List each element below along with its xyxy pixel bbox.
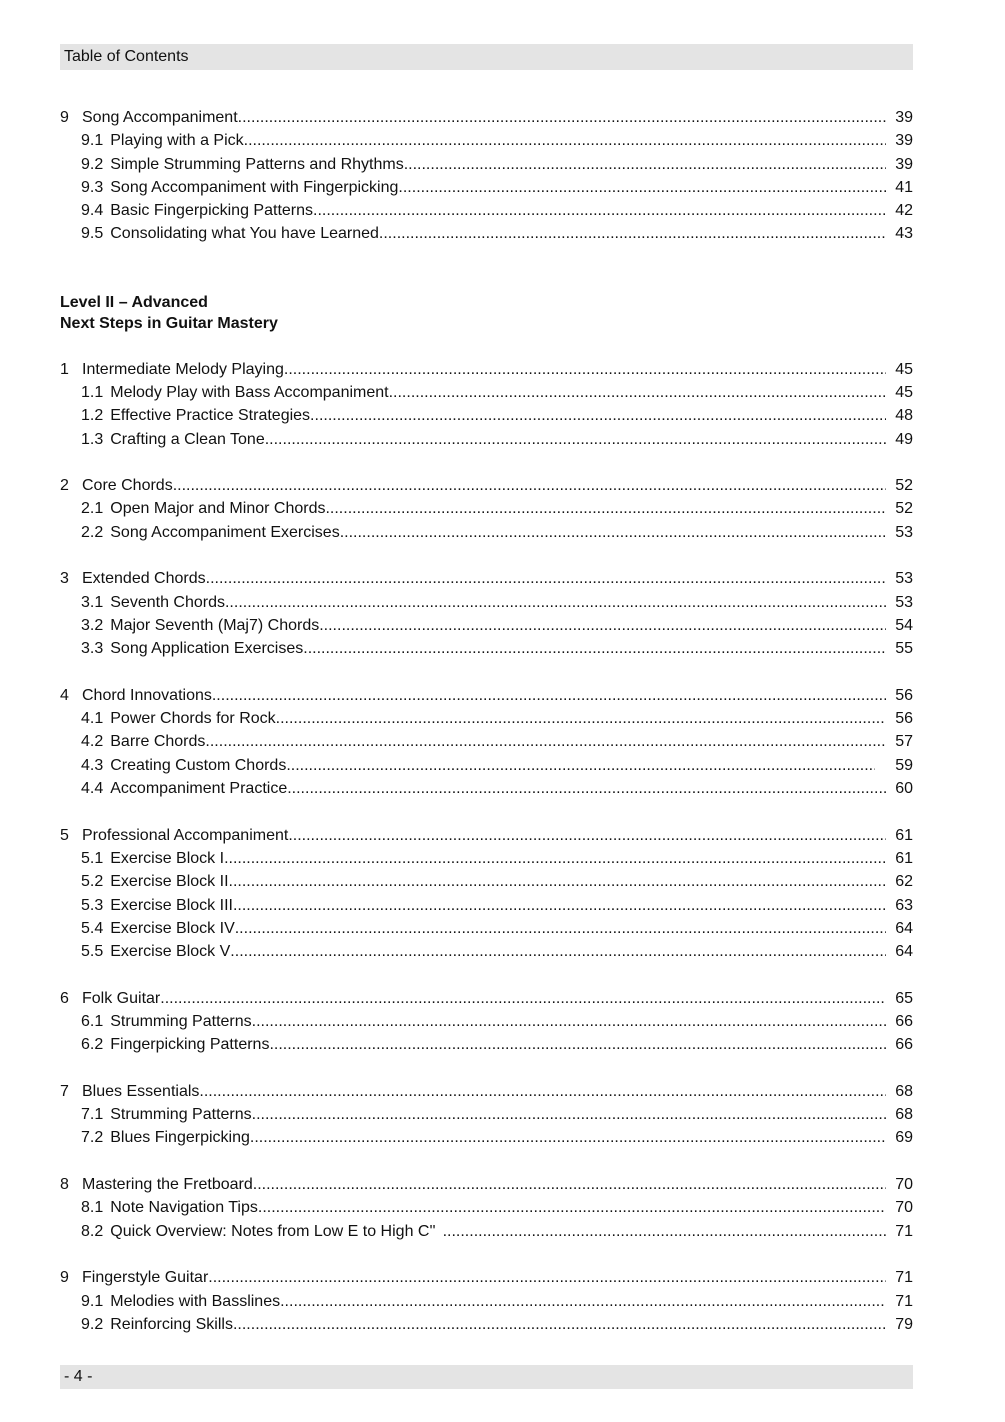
toc-entry-number: 5.2 [81, 873, 104, 891]
toc-entry-page: 57 [895, 733, 913, 751]
toc-entry [60, 940, 913, 963]
toc-entry-title: Intermediate Melody Playing [82, 360, 284, 378]
toc-entry-number: 4.4 [81, 780, 104, 798]
toc-entry-page: 43 [895, 225, 913, 243]
toc-entry [60, 1173, 913, 1196]
toc-group [60, 567, 913, 660]
toc-group [60, 1080, 913, 1150]
toc-entry-number: 4.2 [81, 733, 104, 751]
dot-leader [325, 497, 886, 520]
toc-entry-page: 55 [895, 640, 913, 658]
toc-group [60, 824, 913, 964]
toc-header-bar [60, 44, 913, 70]
toc-entry-page: 39 [895, 155, 913, 173]
dot-leader [443, 1220, 886, 1243]
dot-leader [229, 870, 886, 893]
toc-entry-number: 4.1 [81, 710, 104, 728]
toc-entry-number: 9 [60, 109, 69, 126]
toc-entry-number: 3 [60, 570, 69, 588]
section-heading-line: Next Steps in Guitar Mastery [60, 315, 278, 333]
toc-entry-page: 68 [895, 1106, 913, 1124]
toc-entry-title: Exercise Block III [110, 896, 233, 914]
toc-entry-title: Professional Accompaniment [82, 826, 289, 844]
toc-entry-number: 8.2 [81, 1222, 104, 1240]
toc-entry-number: 4.3 [81, 756, 104, 774]
toc-entry-page: 59 [895, 756, 913, 774]
dot-leader [199, 1080, 886, 1103]
toc-entry-page: 52 [895, 500, 913, 518]
toc-entry-number: 3.1 [81, 593, 104, 611]
toc-entry [60, 199, 913, 222]
toc-entry-number: 9.5 [81, 225, 104, 243]
toc-entry-number: 1.3 [81, 430, 104, 448]
toc-entry-title: Simple Strumming Patterns and Rhythms [110, 155, 404, 173]
toc-entry-page: 48 [895, 407, 913, 425]
dot-leader [398, 176, 886, 199]
toc-entry-number: 8.1 [81, 1199, 104, 1217]
toc-entry-page: 66 [895, 1012, 913, 1030]
toc-entry-title: Seventh Chords [110, 593, 225, 611]
toc-entry [60, 591, 913, 614]
toc-entry-page: 62 [895, 873, 913, 891]
toc-entry-number: 2.2 [81, 523, 104, 541]
toc-entry-title: Effective Practice Strategies [110, 407, 311, 425]
toc-entry-number: 8 [60, 1176, 69, 1194]
toc-entry-page: 56 [895, 710, 913, 728]
toc-entry-title: Chord Innovations [82, 686, 212, 704]
toc-entry-title: Song Accompaniment with Fingerpicking [110, 178, 399, 196]
toc-entry-page: 53 [895, 570, 913, 588]
toc-entry-title: Strumming Patterns [110, 1106, 252, 1124]
toc-entry [60, 222, 913, 245]
toc-entry-title: Exercise Block V [110, 943, 231, 961]
section-heading-line: Level II – Advanced [60, 294, 208, 312]
toc-entry [60, 870, 913, 893]
dot-leader [212, 684, 886, 707]
toc-entry-number: 5.3 [81, 896, 104, 914]
dot-leader [288, 824, 886, 847]
toc-entry-title: Major Seventh (Maj7) Chords [110, 616, 320, 634]
toc-entry-title: Fingerstyle Guitar [82, 1269, 209, 1287]
toc-entry-number: 3.3 [81, 640, 104, 658]
toc-entry-page: 71 [895, 1269, 913, 1287]
toc-entry-title: Exercise Block II [110, 873, 229, 891]
toc-entry [60, 1290, 913, 1313]
toc-entry-number: 9.4 [81, 202, 104, 220]
toc-entry-number: 9 [60, 1269, 69, 1287]
toc-group [60, 106, 913, 246]
toc-entry-title: Crafting a Clean Tone [110, 430, 265, 448]
toc-entry-title: Exercise Block I [110, 849, 225, 867]
toc-entry-page: 71 [895, 1292, 913, 1310]
toc-entry-number: 2 [60, 477, 69, 495]
toc-entry-page: 79 [895, 1315, 913, 1333]
toc-entry-page: 71 [895, 1222, 913, 1240]
toc-entry-number: 9.1 [81, 1292, 104, 1310]
toc-entry-number: 1.1 [81, 383, 104, 401]
dot-leader [258, 1196, 886, 1219]
toc-entry-title: Core Chords [82, 477, 173, 495]
toc-entry-title: Exercise Block IV [110, 919, 235, 937]
toc-entry-title: Mastering the Fretboard [82, 1176, 253, 1194]
toc-entry [60, 824, 913, 847]
toc-entry-page: 64 [895, 919, 913, 937]
toc-entry-title: Blues Essentials [82, 1082, 200, 1100]
section-heading [60, 292, 913, 334]
dot-leader [389, 381, 886, 404]
toc-group [60, 1266, 913, 1336]
dot-leader [303, 637, 886, 660]
toc-entry-page: 66 [895, 1036, 913, 1054]
toc-entry-page: 61 [895, 849, 913, 867]
toc-entry-page: 39 [895, 109, 913, 126]
toc-entry-number: 5.5 [81, 943, 104, 961]
toc-entry-page: 45 [895, 360, 913, 378]
toc-entry-title: Playing with a Pick [110, 132, 244, 150]
dot-leader [244, 129, 886, 152]
toc-entry-page: 68 [895, 1082, 913, 1100]
toc-list [60, 106, 913, 1336]
dot-leader [233, 1313, 886, 1336]
toc-entry [60, 684, 913, 707]
toc-entry [60, 1266, 913, 1289]
toc-entry [60, 1103, 913, 1126]
toc-entry-title: Song Application Exercises [110, 640, 304, 658]
toc-entry-number: 3.2 [81, 616, 104, 634]
dot-leader [265, 428, 886, 451]
toc-entry-title: Reinforcing Skills [110, 1315, 233, 1333]
toc-entry [60, 894, 913, 917]
toc-group [60, 987, 913, 1057]
toc-entry-title: Creating Custom Chords [110, 756, 287, 774]
toc-entry-title: Open Major and Minor Chords [110, 500, 326, 518]
toc-entry [60, 707, 913, 730]
page-number-label: - 4 - [64, 1368, 93, 1385]
toc-entry [60, 1033, 913, 1056]
toc-entry-page: 63 [895, 896, 913, 914]
toc-entry [60, 777, 913, 800]
toc-entry-page: 53 [895, 593, 913, 611]
toc-entry [60, 358, 913, 381]
toc-entry [60, 521, 913, 544]
dot-leader [230, 940, 886, 963]
toc-entry-title: Song Accompaniment Exercises [110, 523, 340, 541]
toc-entry-page: 45 [895, 383, 913, 401]
dot-leader [224, 847, 886, 870]
toc-entry-title: Folk Guitar [82, 989, 161, 1007]
toc-entry [60, 730, 913, 753]
toc-entry [60, 567, 913, 590]
toc-title: Table of Contents [64, 48, 189, 65]
toc-entry-number: 5 [60, 826, 69, 844]
toc-entry-number: 5.4 [81, 919, 104, 937]
toc-entry [60, 474, 913, 497]
page-footer-bar [60, 1365, 913, 1389]
dot-leader [173, 474, 886, 497]
toc-entry-title: Power Chords for Rock [110, 710, 276, 728]
toc-entry-number: 9.2 [81, 1315, 104, 1333]
toc-entry-title: Extended Chords [82, 570, 206, 588]
dot-leader [253, 1173, 886, 1196]
dot-leader [276, 707, 886, 730]
toc-entry-page: 42 [895, 202, 913, 220]
dot-leader [269, 1033, 886, 1056]
toc-entry [60, 381, 913, 404]
toc-entry-page: 65 [895, 989, 913, 1007]
toc-entry-title: Accompaniment Practice [110, 780, 288, 798]
toc-entry-title: Melody Play with Bass Accompaniment [110, 383, 389, 401]
dot-leader [287, 777, 886, 800]
toc-entry-number: 7.2 [81, 1129, 104, 1147]
toc-entry-title: Quick Overview: Notes from Low E to High C'' [110, 1222, 436, 1240]
toc-entry [60, 428, 913, 451]
toc-entry-number: 6.2 [81, 1036, 104, 1054]
toc-entry [60, 1220, 913, 1243]
toc-entry-title: Strumming Patterns [110, 1012, 252, 1030]
toc-entry-page: 54 [895, 616, 913, 634]
toc-entry-number: 2.1 [81, 500, 104, 518]
dot-leader [252, 1103, 886, 1126]
toc-entry-page: 52 [895, 477, 913, 495]
toc-group [60, 358, 913, 451]
toc-entry-title: Consolidating what You have Learned [110, 225, 379, 243]
toc-entry [60, 637, 913, 660]
toc-entry-number: 6.1 [81, 1012, 104, 1030]
toc-entry [60, 404, 913, 427]
toc-entry [60, 614, 913, 637]
toc-entry-number: 4 [60, 686, 69, 704]
toc-entry-page: 56 [895, 686, 913, 704]
dot-leader [225, 591, 886, 614]
toc-entry-title: Note Navigation Tips [110, 1199, 258, 1217]
toc-entry-number: 7 [60, 1082, 69, 1100]
toc-group [60, 1173, 913, 1243]
toc-entry [60, 1080, 913, 1103]
dot-leader [233, 894, 886, 917]
toc-entry-number: 1.2 [81, 407, 104, 425]
toc-entry-number: 9.3 [81, 178, 104, 196]
dot-leader [252, 1010, 886, 1033]
toc-entry [60, 1126, 913, 1149]
toc-entry [60, 847, 913, 870]
toc-entry-number: 1 [60, 360, 69, 378]
dot-leader [404, 153, 886, 176]
toc-entry-page: 61 [895, 826, 913, 844]
toc-entry-number: 7.1 [81, 1106, 104, 1124]
toc-entry [60, 176, 913, 199]
toc-entry-title: Song Accompaniment [82, 109, 238, 126]
dot-leader [206, 567, 886, 590]
dot-leader [235, 917, 886, 940]
toc-entry [60, 1010, 913, 1033]
dot-leader [286, 754, 875, 777]
dot-leader [310, 404, 886, 427]
toc-entry [60, 129, 913, 152]
dot-leader [238, 106, 886, 129]
toc-entry [60, 987, 913, 1010]
dot-leader [340, 521, 886, 544]
toc-entry-title: Blues Fingerpicking [110, 1129, 250, 1147]
dot-leader [284, 358, 886, 381]
toc-entry-page: 53 [895, 523, 913, 541]
toc-entry [60, 1313, 913, 1336]
toc-entry [60, 153, 913, 176]
dot-leader [379, 222, 886, 245]
toc-group [60, 474, 913, 544]
toc-entry-title: Basic Fingerpicking Patterns [110, 202, 314, 220]
dot-leader [313, 199, 886, 222]
dot-leader [160, 987, 886, 1010]
toc-entry-page: 39 [895, 132, 913, 150]
toc-entry-title: Fingerpicking Patterns [110, 1036, 270, 1054]
dot-leader [208, 1266, 886, 1289]
dot-leader [205, 730, 886, 753]
toc-entry-number: 5.1 [81, 849, 104, 867]
toc-entry-page: 49 [895, 430, 913, 448]
toc-entry [60, 1196, 913, 1219]
toc-entry [60, 917, 913, 940]
toc-entry-page: 70 [895, 1199, 913, 1217]
toc-entry [60, 106, 913, 129]
toc-entry-page: 64 [895, 943, 913, 961]
toc-entry-title: Barre Chords [110, 733, 206, 751]
toc-entry [60, 497, 913, 520]
toc-entry [60, 754, 913, 777]
dot-leader [250, 1126, 886, 1149]
toc-entry-number: 9.2 [81, 155, 104, 173]
toc-entry-page: 69 [895, 1129, 913, 1147]
toc-entry-page: 70 [895, 1176, 913, 1194]
toc-entry-title: Melodies with Basslines [110, 1292, 281, 1310]
toc-entry-number: 6 [60, 989, 69, 1007]
toc-entry-page: 41 [895, 178, 913, 196]
toc-entry-page: 60 [895, 780, 913, 798]
dot-leader [280, 1290, 886, 1313]
toc-entry-number: 9.1 [81, 132, 104, 150]
dot-leader [319, 614, 886, 637]
toc-group [60, 684, 913, 800]
